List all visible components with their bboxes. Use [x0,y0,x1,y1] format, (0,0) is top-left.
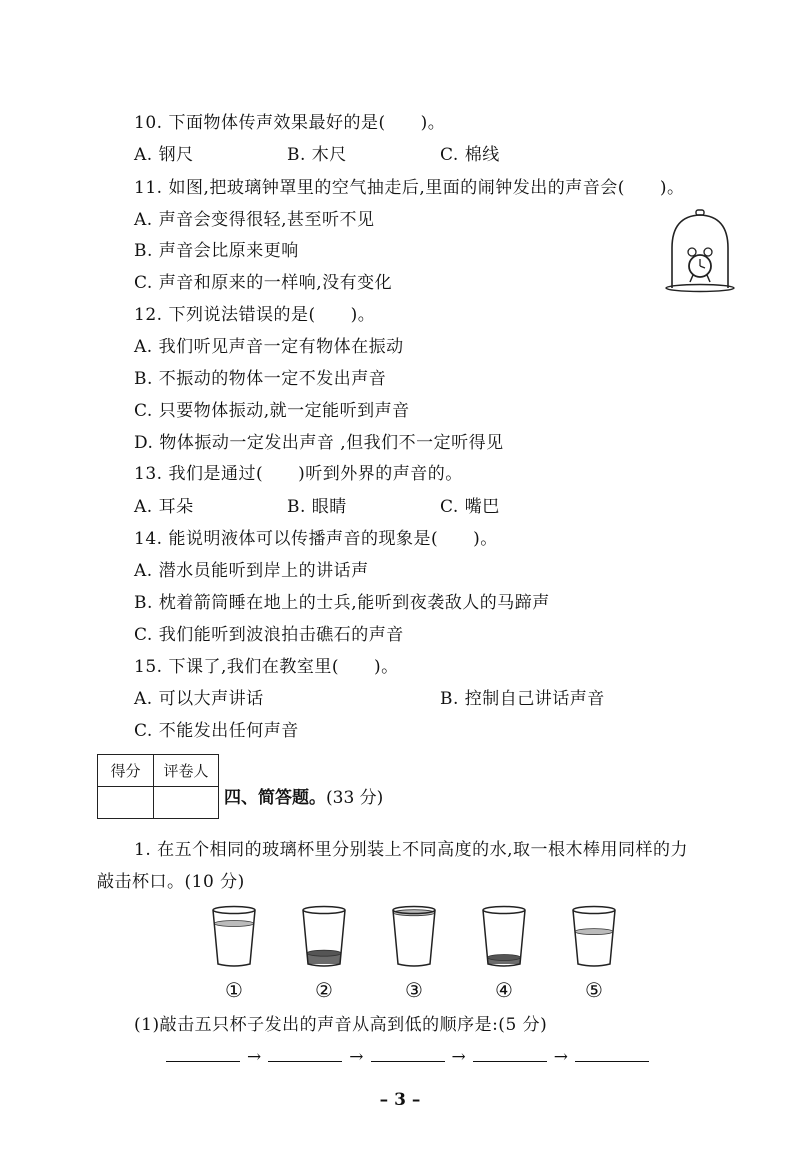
glass-cup-3 [390,904,438,968]
answer-blank-3[interactable] [371,1047,445,1062]
q11-option-b: B. 声音会比原来更响 [134,241,299,261]
cup-label-1: ① [225,978,243,1002]
q12-stem: 12. 下列说法错误的是( )。 [134,305,376,325]
q11-option-a: A. 声音会变得很轻,甚至听不见 [134,210,375,230]
q10-stem: 10. 下面物体传声效果最好的是( )。 [134,113,446,133]
sa-q1-line2: 敲击杯口。(10 分) [97,872,245,892]
sa-q1-line1: 1. 在五个相同的玻璃杯里分别装上不同高度的水,取一根木棒用同样的力 [134,840,689,860]
cup-label-4: ④ [495,978,513,1002]
arrow-icon: → [451,1047,466,1067]
cup-label-3: ③ [405,978,423,1002]
sa-q1-sub1: (1)敲击五只杯子发出的声音从高到低的顺序是:(5 分) [134,1015,548,1035]
answer-blank-5[interactable] [575,1047,649,1062]
glass-cup-4 [480,904,528,968]
section-title-text: 四、简答题。 [224,788,326,808]
answer-blank-1[interactable] [166,1047,240,1062]
q13-stem: 13. 我们是通过( )听到外界的声音的。 [134,464,463,484]
q14-option-b: B. 枕着箭筒睡在地上的士兵,能听到夜袭敌人的马蹄声 [134,593,550,613]
cup-label-2: ② [315,978,333,1002]
glass-cup-5 [570,904,618,968]
cups-figure [210,904,620,1002]
section-title [224,783,383,808]
arrow-icon: → [553,1047,568,1067]
q14-stem: 14. 能说明液体可以传播声音的现象是( )。 [134,529,498,549]
q13-option-c: C. 嘴巴 [440,497,500,517]
arrow-icon: → [247,1047,262,1067]
cup-label-5: ⑤ [585,978,603,1002]
water-level-1 [214,924,254,965]
q15-option-c: C. 不能发出任何声音 [134,721,299,741]
q12-option-a: A. 我们听见声音一定有物体在振动 [134,337,404,357]
bell-jar-alarm-clock-icon [664,208,736,294]
score-cell[interactable] [98,787,154,819]
page-number: – 3 – [379,1090,421,1110]
water-level-5 [575,932,613,964]
q15-option-a: A. 可以大声讲话 [134,689,264,709]
q14-option-a: A. 潜水员能听到岸上的讲话声 [134,561,369,581]
q13-option-a: A. 耳朵 [134,497,194,517]
section-points: (33 分) [326,788,384,808]
q15-option-b: B. 控制自己讲话声音 [440,689,605,709]
order-blanks [166,1047,649,1067]
q15-stem: 15. 下课了,我们在教室里( )。 [134,657,399,677]
grader-header: 评卷人 [154,755,219,787]
q12-option-b: B. 不振动的物体一定不发出声音 [134,369,387,389]
glass-cup-1 [210,904,258,968]
q12-option-d: D. 物体振动一定发出声音 ,但我们不一定听得见 [134,433,504,453]
q13-option-b: B. 眼睛 [287,497,347,517]
glass-cup-2 [300,904,348,968]
score-header: 得分 [98,755,154,787]
q12-option-c: C. 只要物体振动,就一定能听到声音 [134,401,410,421]
q14-option-c: C. 我们能听到波浪拍击礁石的声音 [134,625,404,645]
score-table [97,754,219,819]
q10-option-c: C. 棉线 [440,145,500,165]
answer-blank-2[interactable] [268,1047,342,1062]
q11-option-c: C. 声音和原来的一样响,没有变化 [134,273,393,293]
grader-cell[interactable] [154,787,219,819]
arrow-icon: → [349,1047,364,1067]
q10-option-b: B. 木尺 [287,145,347,165]
q11-stem: 11. 如图,把玻璃钟罩里的空气抽走后,里面的闹钟发出的声音会( )。 [134,178,685,198]
answer-blank-4[interactable] [473,1047,547,1062]
water-level-3 [393,913,435,964]
q10-option-a: A. 钢尺 [134,145,194,165]
